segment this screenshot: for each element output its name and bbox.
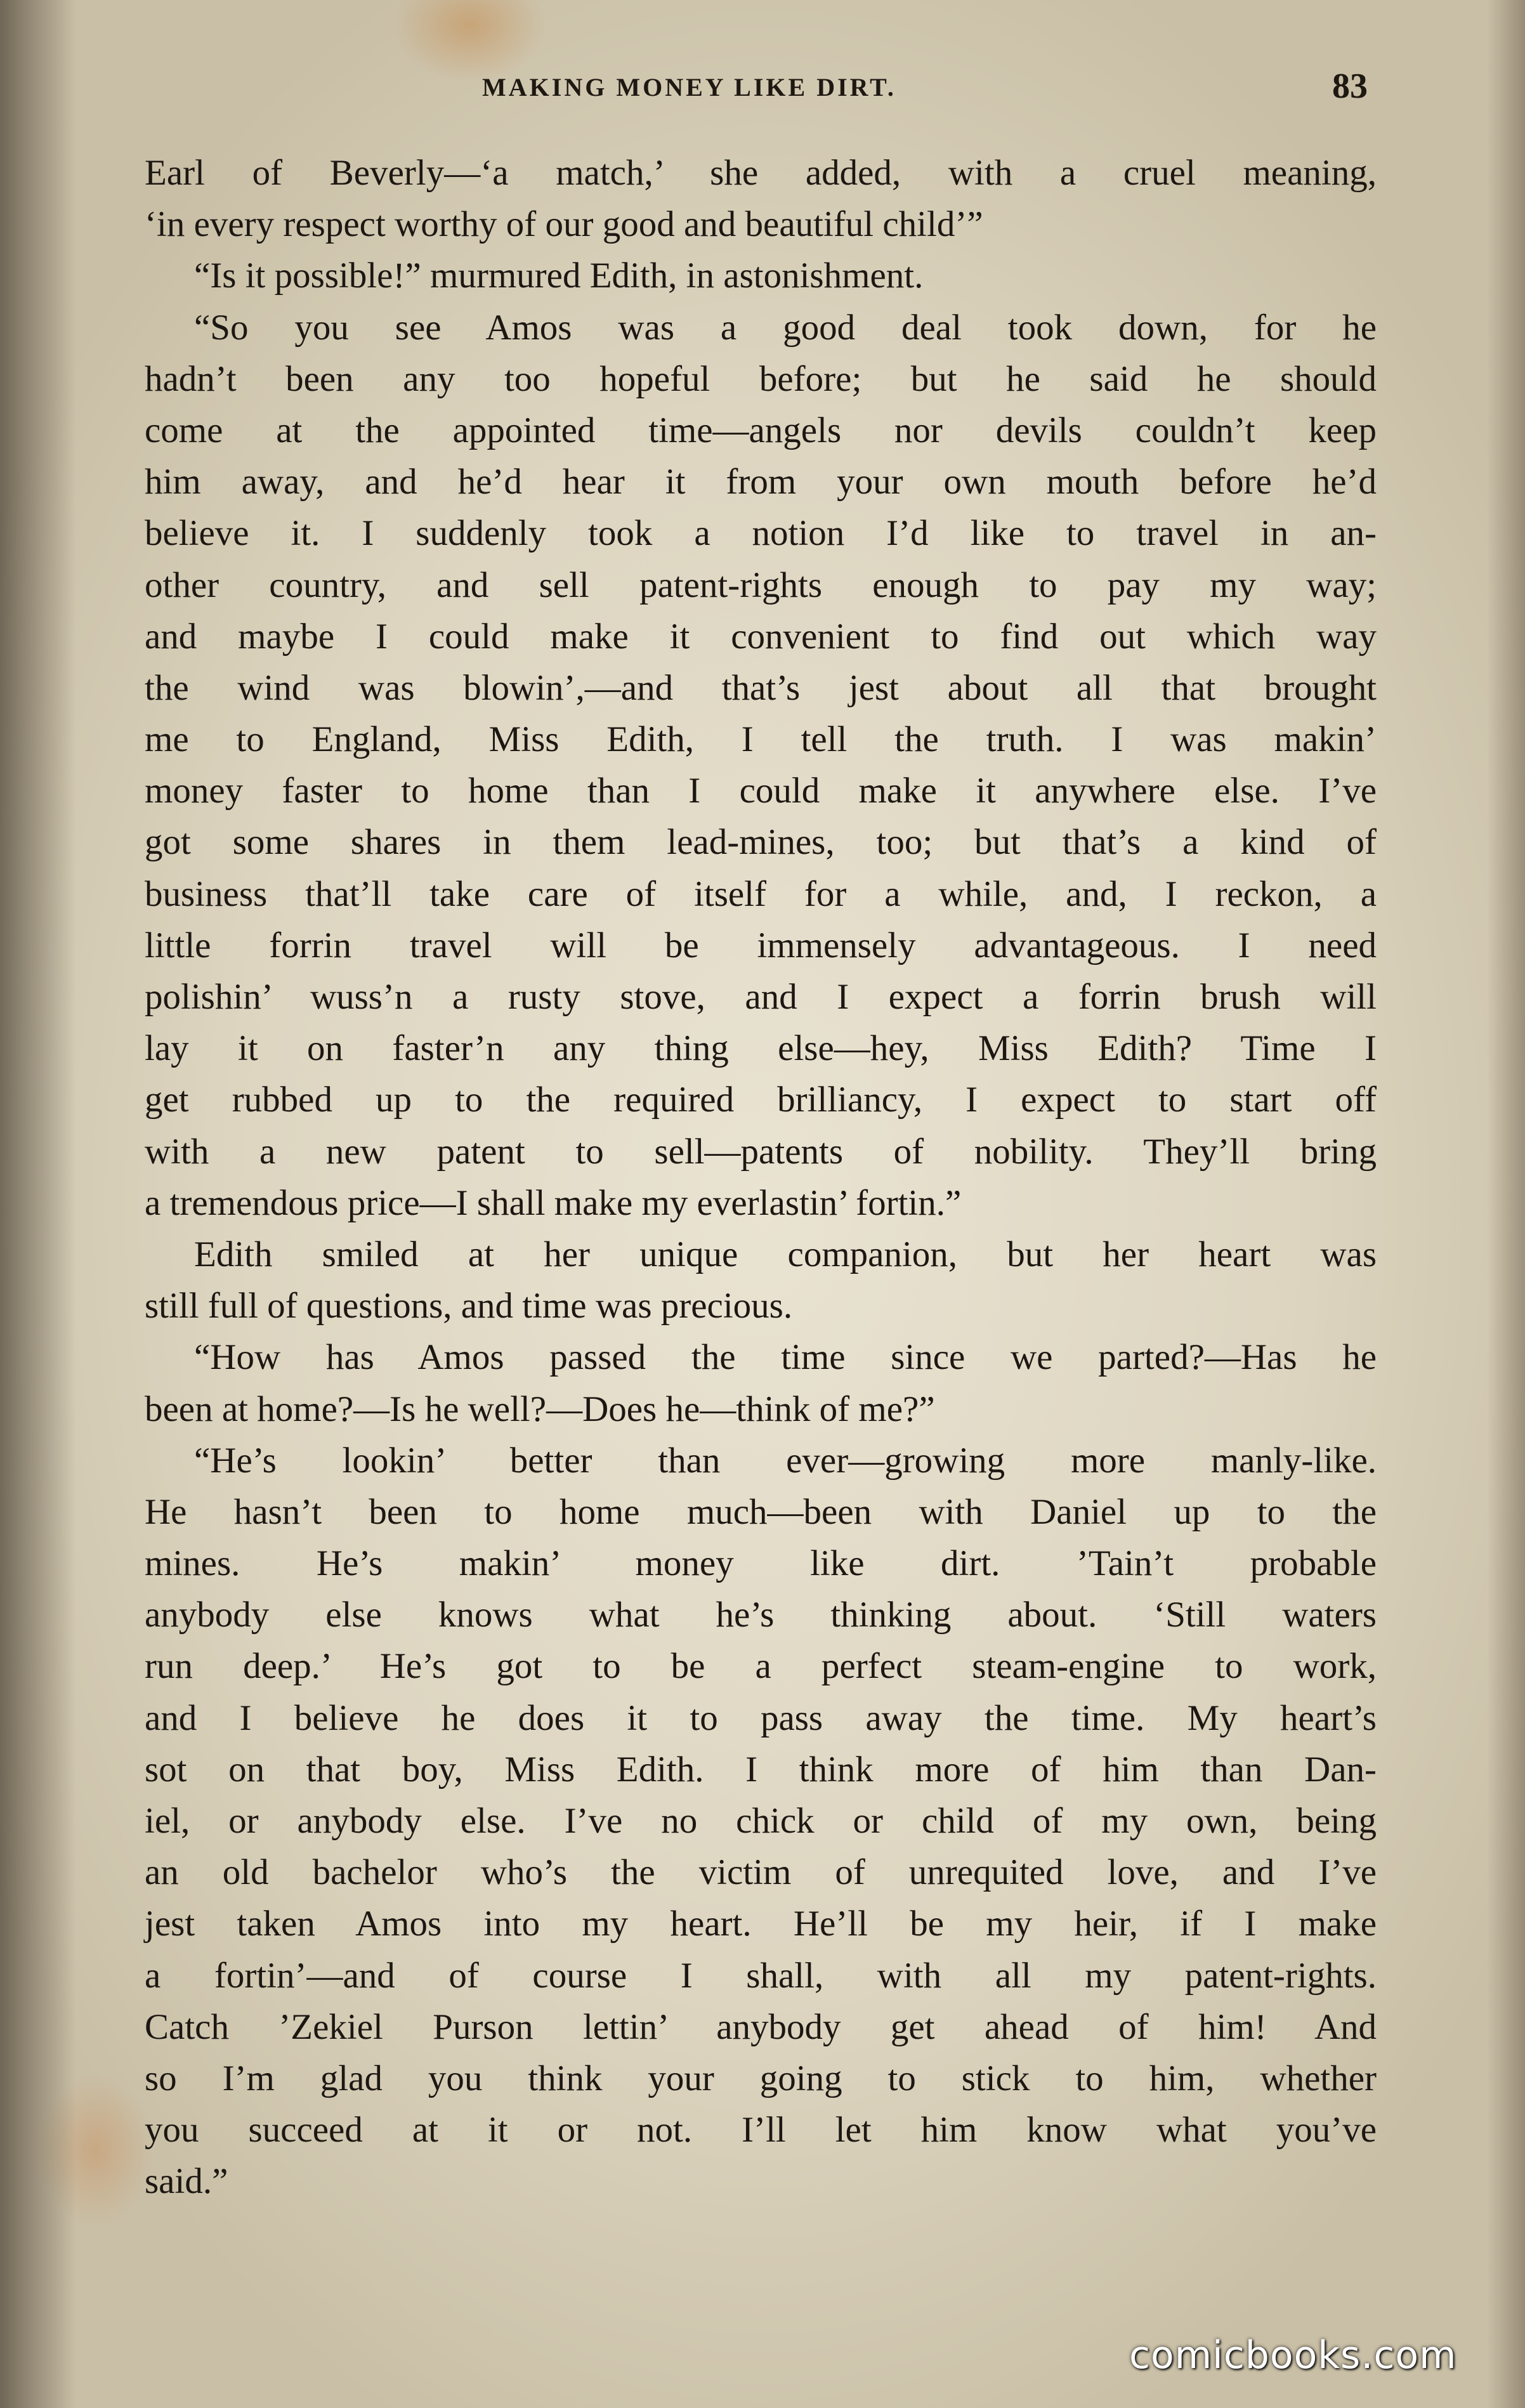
text-line: ‘in every respect worthy of our good and beautiful child’” — [145, 204, 983, 245]
text-line: sot on that boy, Miss Edith. I think more of him than Dan- — [145, 1749, 1377, 1790]
text-line: been at home?—Is he well?—Does he—think of me?” — [145, 1389, 935, 1429]
text-line: “So you see Amos was a good deal took down, for he — [194, 307, 1377, 348]
text-line: believe it. I suddenly took a notion I’d like to travel in an- — [145, 513, 1377, 554]
text-line: Earl of Beverly—‘a match,’ she added, with a cruel meaning, — [145, 153, 1377, 193]
spine-shadow — [0, 0, 76, 2408]
text-line: a tremendous price—I shall make my everlastin’ fortin.” — [145, 1182, 962, 1223]
text-line: and maybe I could make it convenient to find out which way — [145, 616, 1377, 657]
text-line: get rubbed up to the required brilliancy, I expect to start off — [145, 1080, 1377, 1120]
text-line: and I believe he does it to pass away the time. My heart’s — [145, 1698, 1377, 1738]
text-line: anybody else knows what he’s thinking about. ‘Still waters — [145, 1595, 1377, 1635]
text-line: little forrin travel will be immensely advantageous. I need — [145, 925, 1377, 965]
text-line: come at the appointed time—angels nor devils couldn’t keep — [145, 410, 1377, 450]
text-line: business that’ll take care of itself for a while, and, I reckon, a — [145, 874, 1377, 914]
text-line: him away, and he’d hear it from your own mouth before he’d — [145, 462, 1377, 502]
text-line: He hasn’t been to home much—been with Daniel up to the — [145, 1491, 1377, 1532]
text-line: jest taken Amos into my heart. He’ll be my heir, if I make — [145, 1904, 1377, 1944]
text-line: hadn’t been any too hopeful before; but he said he should — [145, 358, 1377, 399]
text-line: run deep.’ He’s got to be a perfect steam-engine to work, — [145, 1646, 1377, 1687]
page-edge-shadow — [1487, 0, 1525, 2408]
page-header — [0, 61, 1525, 118]
text-line: still full of questions, and time was precious. — [145, 1286, 793, 1326]
text-line: iel, or anybody else. I’ve no chick or child of my own, being — [145, 1801, 1377, 1841]
text-line: “Is it possible!” murmured Edith, in astonishment. — [194, 256, 924, 296]
text-line: lay it on faster’n any thing else—hey, Miss Edith? Time I — [145, 1028, 1377, 1069]
text-line: so I’m glad you think your going to stick to him, whether — [145, 2058, 1377, 2098]
text-line: Catch ’Zekiel Purson lettin’ anybody get ahead of him! And — [145, 2006, 1377, 2047]
text-line: Edith smiled at her unique companion, but her heart was — [194, 1234, 1377, 1274]
text-line: mines. He’s makin’ money like dirt. ’Tain’t probable — [145, 1543, 1377, 1584]
text-line: a fortin’—and of course I shall, with all my patent-rights. — [145, 1955, 1377, 1996]
text-line: said.” — [145, 2161, 228, 2202]
text-line: got some shares in them lead-mines, too; but that’s a kind of — [145, 822, 1377, 863]
text-line: other country, and sell patent-rights enough to pay my way; — [145, 565, 1377, 605]
body-text — [145, 147, 1377, 2208]
running-head: MAKING MONEY LIKE DIRT. — [482, 73, 896, 101]
text-line: me to England, Miss Edith, I tell the truth. I was makin’ — [145, 719, 1377, 760]
page-number: 83 — [1332, 67, 1368, 106]
text-line: an old bachelor who’s the victim of unrequited love, and I’ve — [145, 1852, 1377, 1893]
text-line: with a new patent to sell—patents of nobility. They’ll bring — [145, 1131, 1377, 1172]
text-line: polishin’ wuss’n a rusty stove, and I expect a forrin brush will — [145, 977, 1377, 1017]
text-line: the wind was blowin’,—and that’s jest about all that brought — [145, 667, 1377, 708]
text-line: money faster to home than I could make it anywhere else. I’ve — [145, 771, 1377, 811]
text-line: “How has Amos passed the time since we parted?—Has he — [194, 1337, 1377, 1378]
text-line: “He’s lookin’ better than ever—growing more manly-like. — [194, 1440, 1377, 1481]
site-watermark: comicbooks.com — [1129, 2333, 1457, 2378]
text-line: you succeed at it or not. I’ll let him know what you’ve — [145, 2110, 1377, 2150]
